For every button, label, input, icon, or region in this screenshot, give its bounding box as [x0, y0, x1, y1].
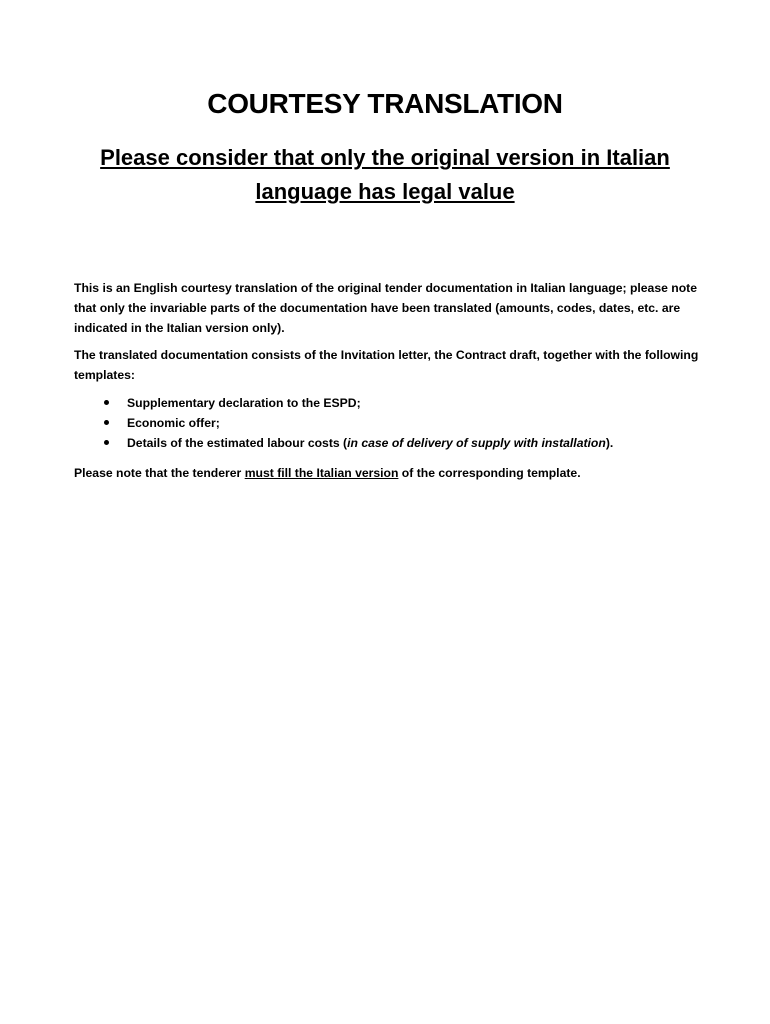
templates-list	[74, 393, 700, 453]
bullet-icon	[104, 420, 109, 425]
note-suffix: of the corresponding template.	[398, 466, 581, 480]
page-title: COURTESY TRANSLATION	[207, 88, 563, 119]
list-item-text-italic: in case of delivery of supply with installation	[347, 436, 606, 450]
list-item-text: Supplementary declaration to the ESPD;	[127, 396, 361, 410]
note-underlined-text: must fill the Italian version	[244, 466, 399, 480]
list-item	[74, 393, 700, 413]
documentation-paragraph: The translated documentation consists of the Invitation letter, the Contract draft, together with the following templates:	[74, 348, 699, 382]
intro-paragraph: This is an English courtesy translation of the original tender documentation in Italian language; please note that only the invariable parts of the documentation have been translated (amounts, codes, dates, etc. are indicated in the Italian version only).	[74, 281, 698, 335]
note-prefix: Please note that the tenderer	[74, 466, 245, 480]
list-item-text: Economic offer;	[127, 416, 220, 430]
legal-notice-subtitle: Please consider that only the original version in Italian language has legal value	[100, 145, 670, 204]
tenderer-note-paragraph	[74, 463, 700, 483]
bullet-icon	[104, 440, 109, 445]
list-item-text-suffix: ).	[605, 436, 614, 450]
list-item	[74, 413, 700, 433]
bullet-icon	[104, 400, 109, 405]
list-item-text-prefix: Details of the estimated labour costs (	[127, 436, 348, 450]
list-item	[74, 433, 700, 453]
